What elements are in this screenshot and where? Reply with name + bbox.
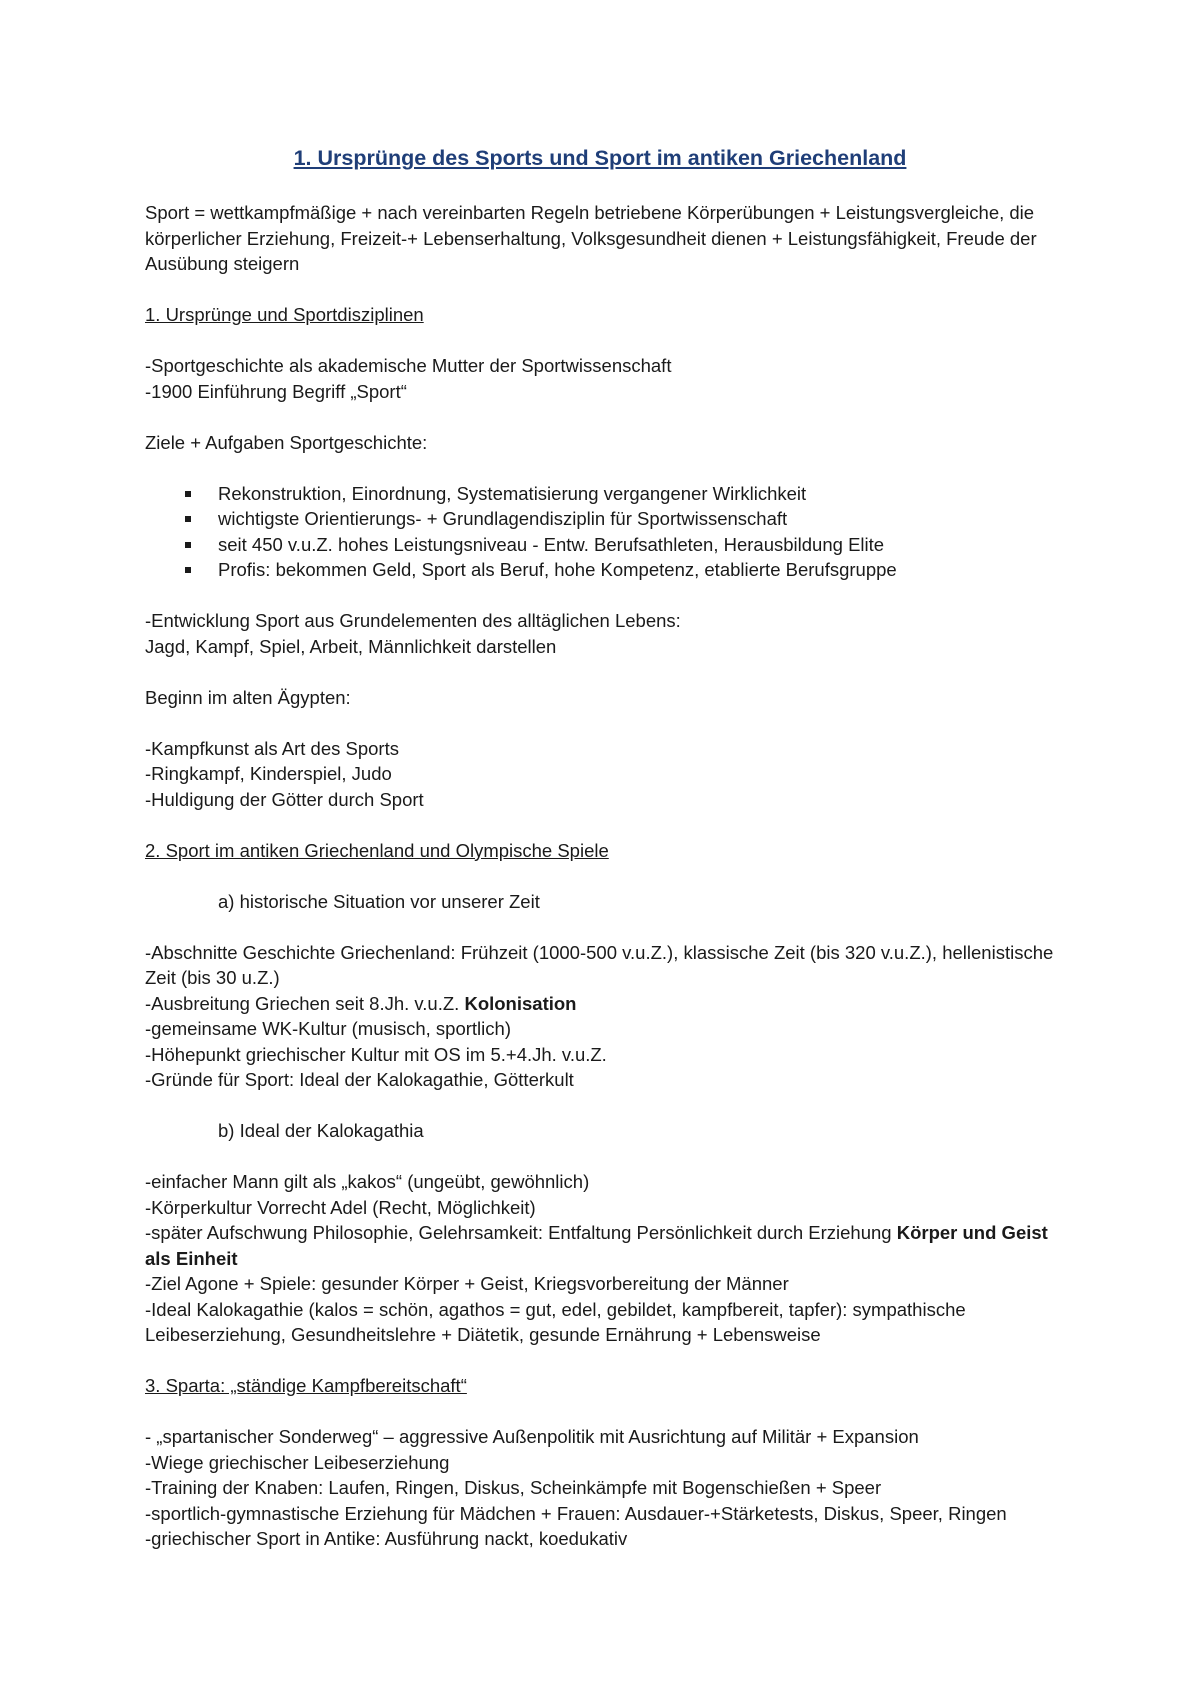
section2-heading: 2. Sport im antiken Griechenland und Olympische Spiele: [145, 839, 609, 861]
text-span: -Ausbreitung Griechen seit 8.Jh. v.u.Z.: [145, 992, 465, 1014]
text-line: -griechischer Sport in Antike: Ausführung nackt, koedukativ: [145, 1528, 628, 1549]
text-line: - „spartanischer Sonderweg“ – aggressive Außenpolitik mit Ausrichtung auf Militär + Expansion: [145, 1426, 919, 1447]
text-line: -einfacher Mann gilt als „kakos“ (ungeübt, gewöhnlich): [145, 1171, 590, 1192]
goals-label: Ziele + Aufgaben Sportgeschichte:: [145, 431, 428, 453]
text-line: -1900 Einführung Begriff „Sport“: [145, 380, 407, 402]
text-line: -sportlich-gymnastische Erziehung für Mädchen + Frauen: Ausdauer-+Stärketests, Diskus, Speer, Ringen: [145, 1502, 1007, 1524]
text-line: -Höhepunkt griechischer Kultur mit OS im 5.+4.Jh. v.u.Z.: [145, 1043, 607, 1065]
section3-heading: 3. Sparta: „ständige Kampfbereitschaft“: [145, 1375, 467, 1396]
text-line: -Ringkampf, Kinderspiel, Judo: [145, 763, 392, 784]
text-line: -Ideal Kalokagathie (kalos = schön, agathos = gut, edel, gebildet, kampfbereit, tapfer): sympathische Leibeserziehung, Gesundheitslehre + Diätetik, gesunde Ernährung + Lebensweise: [145, 1298, 966, 1345]
section1-heading: 1. Ursprünge und Sportdisziplinen: [145, 304, 424, 325]
egypt-label: Beginn im alten Ägypten:: [145, 686, 351, 708]
text-line: -Abschnitte Geschichte Griechenland: Frühzeit (1000-500 v.u.Z.), klassische Zeit (bis 320 v.u.Z.), hellenistische Zeit (bis 30 u.Z.): [145, 941, 1054, 988]
text-line: [145, 1220, 1055, 1271]
intro-paragraph: Sport = wettkampfmäßige + nach vereinbarten Regeln betriebene Körperübungen + Leistungsvergleiche, die körperlicher Erziehung, Freizeit-+ Lebenserhaltung, Volksgesundheit dienen + Leistungsfähigkeit, Freude der Ausübung steigern: [145, 202, 1037, 274]
text-span: -später Aufschwung Philosophie, Gelehrsamkeit: Entfaltung Persönlichkeit durch Erziehung: [145, 1222, 897, 1243]
text-line: -Ziel Agone + Spiele: gesunder Körper + Geist, Kriegsvorbereitung der Männer: [145, 1273, 789, 1294]
bold-term: Kolonisation: [464, 992, 577, 1014]
goals-list: [145, 481, 1055, 583]
text-line: -Kampfkunst als Art des Sports: [145, 737, 399, 759]
text-line: -Sportgeschichte als akademische Mutter der Sportwissenschaft: [145, 355, 672, 376]
bold-term: Körper und Geist als Einheit: [145, 1222, 1048, 1269]
list-item: wichtigste Orientierungs- + Grundlagendisziplin für Sportwissenschaft: [145, 506, 1055, 532]
text-line: -gemeinsame WK-Kultur (musisch, sportlich): [145, 1018, 511, 1039]
page-title: 1. Ursprünge des Sports und Sport im antiken Griechenland: [293, 146, 907, 170]
subheading-a: a) historische Situation vor unserer Zeit: [218, 890, 540, 912]
text-line: -Wiege griechischer Leibeserziehung: [145, 1451, 450, 1473]
text-line: -Training der Knaben: Laufen, Ringen, Diskus, Scheinkämpfe mit Bogenschießen + Speer: [145, 1477, 882, 1498]
development-paragraph: -Entwicklung Sport aus Grundelementen des alltäglichen Lebens: Jagd, Kampf, Spiel, Arbeit, Männlichkeit darstellen: [145, 610, 681, 657]
list-item: Rekonstruktion, Einordnung, Systematisierung vergangener Wirklichkeit: [145, 481, 1055, 507]
text-line: -Huldigung der Götter durch Sport: [145, 788, 424, 810]
text-line: [145, 991, 1055, 1017]
text-line: -Körperkultur Vorrecht Adel (Recht, Möglichkeit): [145, 1196, 536, 1218]
list-item: Profis: bekommen Geld, Sport als Beruf, hohe Kompetenz, etablierte Berufsgruppe: [145, 557, 1055, 583]
text-line: -Gründe für Sport: Ideal der Kalokagathie, Götterkult: [145, 1069, 574, 1090]
subheading-b: b) Ideal der Kalokagathia: [218, 1120, 424, 1141]
list-item: seit 450 v.u.Z. hohes Leistungsniveau - Entw. Berufsathleten, Herausbildung Elite: [145, 532, 1055, 558]
